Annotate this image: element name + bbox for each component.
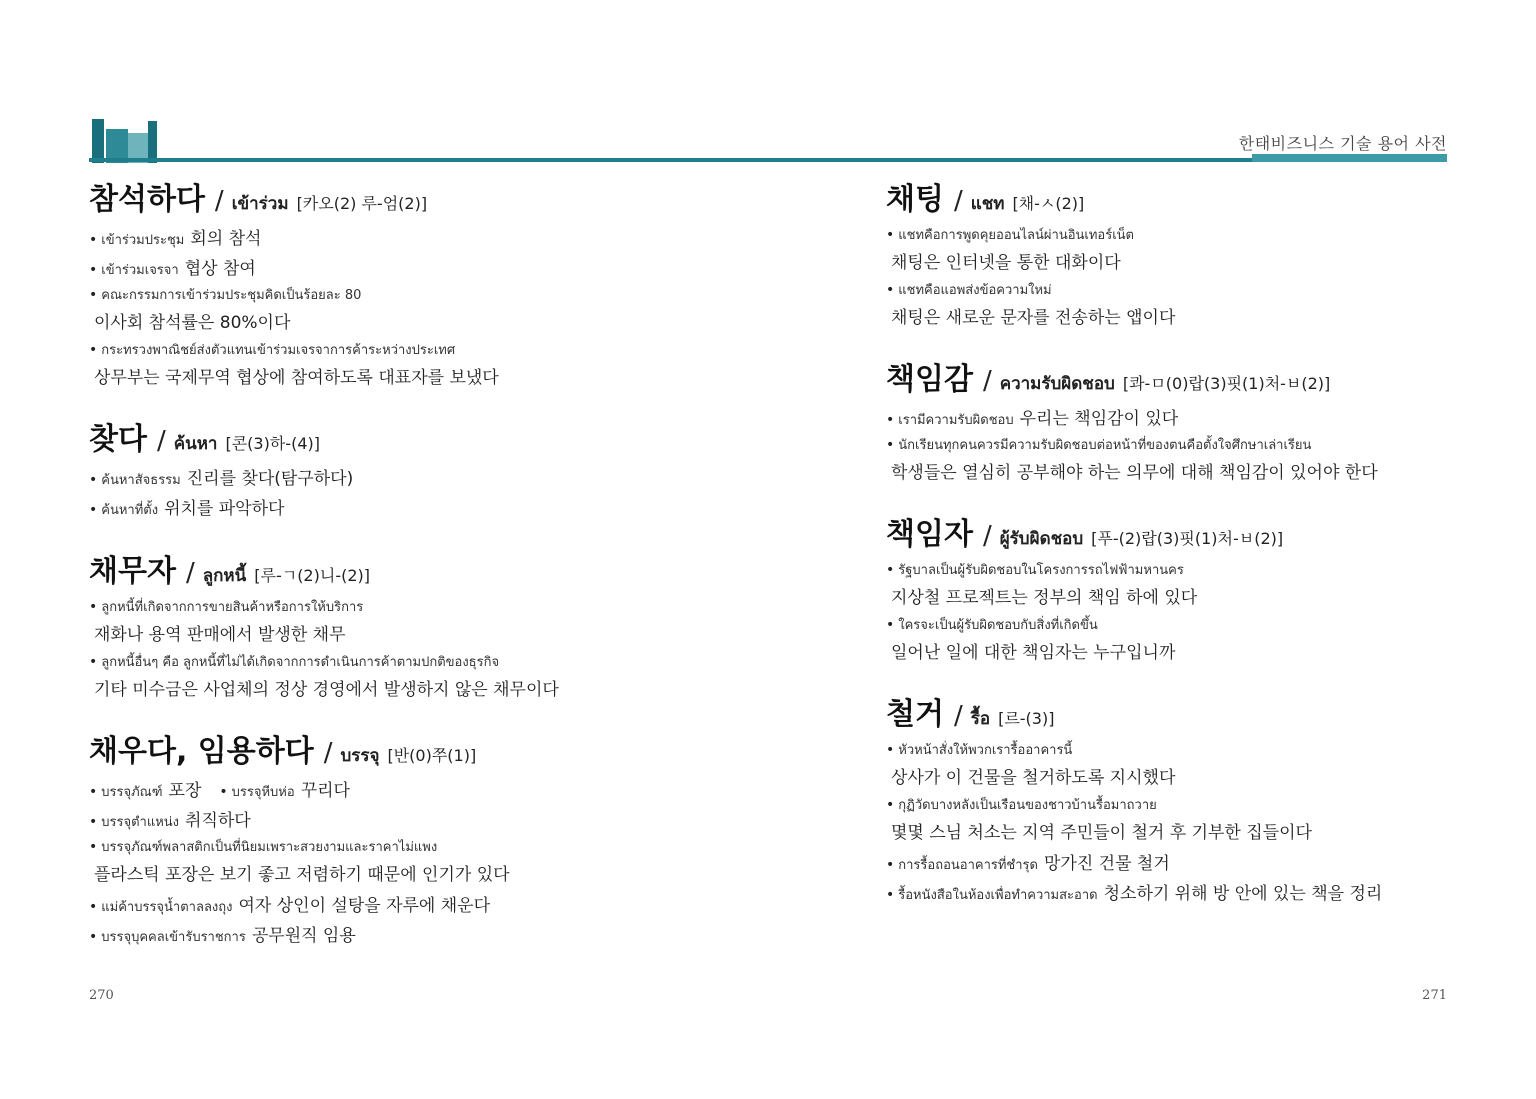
example-thai: การรื้อถอนอาคารที่ชำรุด — [898, 858, 1038, 873]
entry-headline — [89, 726, 739, 770]
example-thai: เข้าร่วมประชุม — [101, 233, 185, 248]
example-line — [89, 224, 739, 250]
bullet-icon: • — [886, 282, 895, 298]
bullet-icon: • — [886, 437, 895, 453]
example-thai: บรรจุหีบห่อ — [231, 785, 295, 800]
dictionary-entry — [89, 414, 739, 520]
bullet-icon: • — [89, 472, 98, 488]
dictionary-entry — [89, 546, 739, 700]
example-korean: 이사회 참석률은 80%이다 — [94, 313, 291, 333]
example-item — [886, 224, 1486, 273]
book-logo — [89, 117, 159, 163]
dictionary-entry — [886, 174, 1486, 328]
example-line — [886, 739, 1486, 760]
pronunciation: [반(0)쭈(1)] — [387, 746, 477, 765]
dictionary-entry — [886, 509, 1486, 663]
example-thai: บรรจุตำแหน่ง — [101, 815, 180, 830]
entry-term: 책임감 — [886, 362, 973, 397]
example-korean: 여자 상인이 설탕을 자루에 채운다 — [238, 896, 491, 916]
example-thai: บรรจุภัณฑ์พลาสติกเป็นที่นิยมเพราะสวยงามและราคาไม่แพง — [101, 840, 438, 855]
example-korean: 협상 참여 — [184, 259, 256, 279]
example-item — [886, 434, 1486, 483]
dictionary-entry — [89, 726, 739, 947]
example-item — [89, 921, 739, 947]
example-korean: 플라스틱 포장은 보기 좋고 저렴하기 때문에 인기가 있다 — [94, 865, 510, 885]
example-korean: 일어난 일에 대한 책임자는 누구입니까 — [891, 643, 1176, 663]
bullet-icon: • — [89, 342, 98, 358]
bullet-icon: • — [89, 287, 98, 303]
slash-divider: / — [185, 558, 195, 588]
book-title: 한태비즈니스 기술 용어 사전 — [1238, 134, 1447, 153]
dictionary-entry — [886, 354, 1486, 483]
bullet-icon: • — [89, 814, 98, 830]
example-korean: 회의 참석 — [190, 229, 262, 249]
bullet-icon: • — [89, 929, 98, 945]
example-item — [886, 849, 1486, 875]
slash-divider: / — [953, 701, 963, 731]
example-item — [886, 614, 1486, 663]
example-item — [89, 651, 739, 700]
bullet-icon: • — [89, 232, 98, 248]
entry-term: 철거 — [886, 697, 944, 732]
example-line — [89, 651, 739, 672]
example-thai: คณะกรรมการเข้าร่วมประชุมคิดเป็นร้อยละ 80 — [101, 288, 362, 303]
header-rule — [89, 158, 1447, 162]
bullet-icon: • — [89, 784, 98, 800]
example-item — [89, 596, 739, 645]
entry-term: 채우다, 임용하다 — [89, 734, 314, 769]
bullet-icon: • — [219, 784, 228, 800]
example-thai: กระทรวงพาณิชย์ส่งตัวแทนเข้าร่วมเจรจาการค้าระหว่างประเทศ — [101, 343, 456, 358]
bullet-icon: • — [886, 617, 895, 633]
pronunciation: [카오(2) 루-엄(2)] — [296, 194, 428, 213]
example-korean: 망가진 건물 철거 — [1043, 854, 1170, 874]
example-korean: 우리는 책임감이 있다 — [1019, 409, 1179, 429]
example-korean: 청소하기 위해 방 안에 있는 책을 정리 — [1103, 884, 1383, 904]
example-korean: 기타 미수금은 사업체의 정상 경영에서 발생하지 않은 채무이다 — [94, 680, 559, 700]
example-item — [89, 776, 739, 802]
example-line — [89, 254, 739, 280]
entry-term: 채무자 — [89, 554, 176, 589]
example-item — [89, 339, 739, 388]
example-thai: กุฏิวัดบางหลังเป็นเรือนของชาวบ้านรื้อมาถวาย — [898, 798, 1157, 813]
example-line — [89, 806, 739, 832]
example-item — [886, 739, 1486, 788]
slash-divider: / — [953, 186, 963, 216]
right-column — [886, 174, 1486, 931]
example-thai: ใครจะเป็นผู้รับผิดชอบกับสิ่งที่เกิดขึ้น — [898, 618, 1098, 633]
example-item — [89, 836, 739, 885]
example-item — [886, 559, 1486, 608]
example-thai: ลูกหนี้อื่นๆ คือ ลูกหนี้ที่ไม่ได้เกิดจากการดำเนินการค้าตามปกติของธุรกิจ — [101, 655, 500, 670]
example-korean: 채팅은 인터넷을 통한 대화이다 — [891, 253, 1121, 273]
slash-divider: / — [982, 521, 992, 551]
pronunciation: [콰-ㅁ(0)랍(3)핏(1)처-ㅂ(2)] — [1122, 374, 1331, 393]
example-korean: 공무원직 임용 — [251, 926, 356, 946]
pronunciation: [콘(3)하-(4)] — [225, 434, 320, 453]
entry-term: 참석하다 — [89, 182, 205, 217]
slash-divider: / — [214, 186, 224, 216]
bullet-icon: • — [886, 227, 895, 243]
example-line — [89, 339, 739, 360]
example-korean: 학생들은 열심히 공부해야 하는 의무에 대해 책임감이 있어야 한다 — [891, 463, 1378, 483]
entry-headline — [89, 174, 739, 218]
example-thai: แม่ค้าบรรจุน้ำตาลลงถุง — [101, 900, 233, 915]
thai-word: ลูกหนี้ — [202, 566, 247, 586]
example-korean: 채팅은 새로운 문자를 전송하는 앱이다 — [891, 308, 1176, 328]
entry-term: 찾다 — [89, 422, 147, 457]
pronunciation: [푸-(2)랍(3)핏(1)처-ㅂ(2)] — [1091, 529, 1284, 548]
example-thai: นักเรียนทุกคนควรมีความรับผิดชอบต่อหน้าที่ของตนคือตั้งใจศึกษาเล่าเรียน — [898, 438, 1312, 453]
example-thai: แชทคือการพูดคุยออนไลน์ผ่านอินเทอร์เน็ต — [898, 228, 1134, 243]
thai-word: เข้าร่วม — [231, 194, 289, 214]
slash-divider: / — [982, 366, 992, 396]
entry-headline — [886, 689, 1486, 733]
dictionary-entry — [886, 689, 1486, 905]
entry-headline — [89, 546, 739, 590]
example-line — [886, 879, 1486, 905]
bullet-icon: • — [89, 262, 98, 278]
bullet-icon: • — [886, 857, 895, 873]
example-line — [89, 284, 739, 305]
bullet-icon: • — [89, 654, 98, 670]
thai-word: แชท — [970, 194, 1005, 214]
example-korean: 몇몇 스님 처소는 지역 주민들이 철거 후 기부한 집들이다 — [891, 823, 1312, 843]
slash-divider: / — [156, 426, 166, 456]
example-korean: 포장 — [168, 781, 202, 801]
header-tab — [1252, 154, 1447, 162]
entry-headline — [886, 354, 1486, 398]
example-item — [886, 794, 1486, 843]
example-item — [886, 279, 1486, 328]
example-line — [886, 614, 1486, 635]
bullet-icon: • — [89, 839, 98, 855]
pronunciation: [르-(3)] — [998, 709, 1055, 728]
example-thai: ค้นหาที่ตั้ง — [101, 503, 159, 518]
dictionary-entry — [89, 174, 739, 388]
entry-term: 채팅 — [886, 182, 944, 217]
example-line — [89, 891, 739, 917]
bullet-icon: • — [886, 797, 895, 813]
example-line — [89, 776, 739, 802]
example-thai: หัวหน้าสั่งให้พวกเรารื้ออาคารนี้ — [898, 743, 1073, 758]
pronunciation: [채-ㅅ(2)] — [1012, 194, 1085, 213]
example-korean: 상사가 이 건물을 철거하도록 지시했다 — [891, 768, 1176, 788]
example-line — [886, 559, 1486, 580]
entry-term: 책임자 — [886, 517, 973, 552]
entry-headline — [886, 174, 1486, 218]
example-line — [89, 494, 739, 520]
example-item — [89, 891, 739, 917]
thai-word: ค้นหา — [173, 434, 218, 454]
example-korean: 취직하다 — [185, 811, 251, 831]
bullet-icon: • — [89, 899, 98, 915]
thai-word: รื้อ — [970, 709, 991, 729]
example-item — [89, 284, 739, 333]
entry-headline — [886, 509, 1486, 553]
example-line — [89, 596, 739, 617]
left-column — [89, 174, 739, 973]
thai-word: บรรจุ — [340, 746, 380, 766]
example-item — [89, 464, 739, 490]
example-item — [89, 224, 739, 250]
example-thai: ลูกหนี้ที่เกิดจากการขายสินค้าหรือการให้บริการ — [101, 600, 364, 615]
example-korean: 위치를 파악하다 — [164, 499, 285, 519]
entry-headline — [89, 414, 739, 458]
example-thai: ค้นหาสัจธรรม — [101, 473, 181, 488]
bullet-icon: • — [89, 599, 98, 615]
example-line — [886, 434, 1486, 455]
example-item — [886, 404, 1486, 430]
example-line — [886, 794, 1486, 815]
example-line — [886, 224, 1486, 245]
thai-word: ผู้รับผิดชอบ — [999, 529, 1084, 549]
example-korean: 지상철 프로젝트는 정부의 책임 하에 있다 — [891, 588, 1198, 608]
bullet-icon: • — [886, 742, 895, 758]
example-item — [886, 879, 1486, 905]
slash-divider: / — [323, 738, 333, 768]
bullet-icon: • — [886, 887, 895, 903]
example-thai: เรามีความรับผิดชอบ — [898, 413, 1014, 428]
page-number-right: 271 — [1422, 988, 1447, 1003]
page-number-left: 270 — [89, 988, 114, 1003]
example-line — [886, 279, 1486, 300]
bullet-icon: • — [89, 502, 98, 518]
example-line — [89, 836, 739, 857]
example-line — [886, 404, 1486, 430]
example-korean: 꾸리다 — [300, 781, 350, 801]
bullet-icon: • — [886, 412, 895, 428]
thai-word: ความรับผิดชอบ — [999, 374, 1115, 394]
example-line — [89, 921, 739, 947]
example-korean: 진리를 찾다(탐구하다) — [186, 469, 354, 489]
example-korean: 재화나 용역 판매에서 발생한 채무 — [94, 625, 346, 645]
example-thai: แชทคือแอพส่งข้อความใหม่ — [898, 283, 1052, 298]
example-line — [89, 464, 739, 490]
pronunciation: [루-ㄱ(2)니-(2)] — [254, 566, 370, 585]
example-korean: 상무부는 국제무역 협상에 참여하도록 대표자를 보냈다 — [94, 368, 499, 388]
example-line — [886, 849, 1486, 875]
example-thai: บรรจุภัณฑ์ — [101, 785, 163, 800]
example-thai: บรรจุบุคคลเข้ารับราชการ — [101, 930, 246, 945]
example-item — [89, 254, 739, 280]
example-thai: รื้อหนังสือในห้องเพื่อทำความสะอาด — [898, 888, 1098, 903]
bullet-icon: • — [886, 562, 895, 578]
example-thai: เข้าร่วมเจรจา — [101, 263, 179, 278]
example-item — [89, 806, 739, 832]
example-thai: รัฐบาลเป็นผู้รับผิดชอบในโครงการรถไฟฟ้ามหานคร — [898, 563, 1184, 578]
example-item — [89, 494, 739, 520]
